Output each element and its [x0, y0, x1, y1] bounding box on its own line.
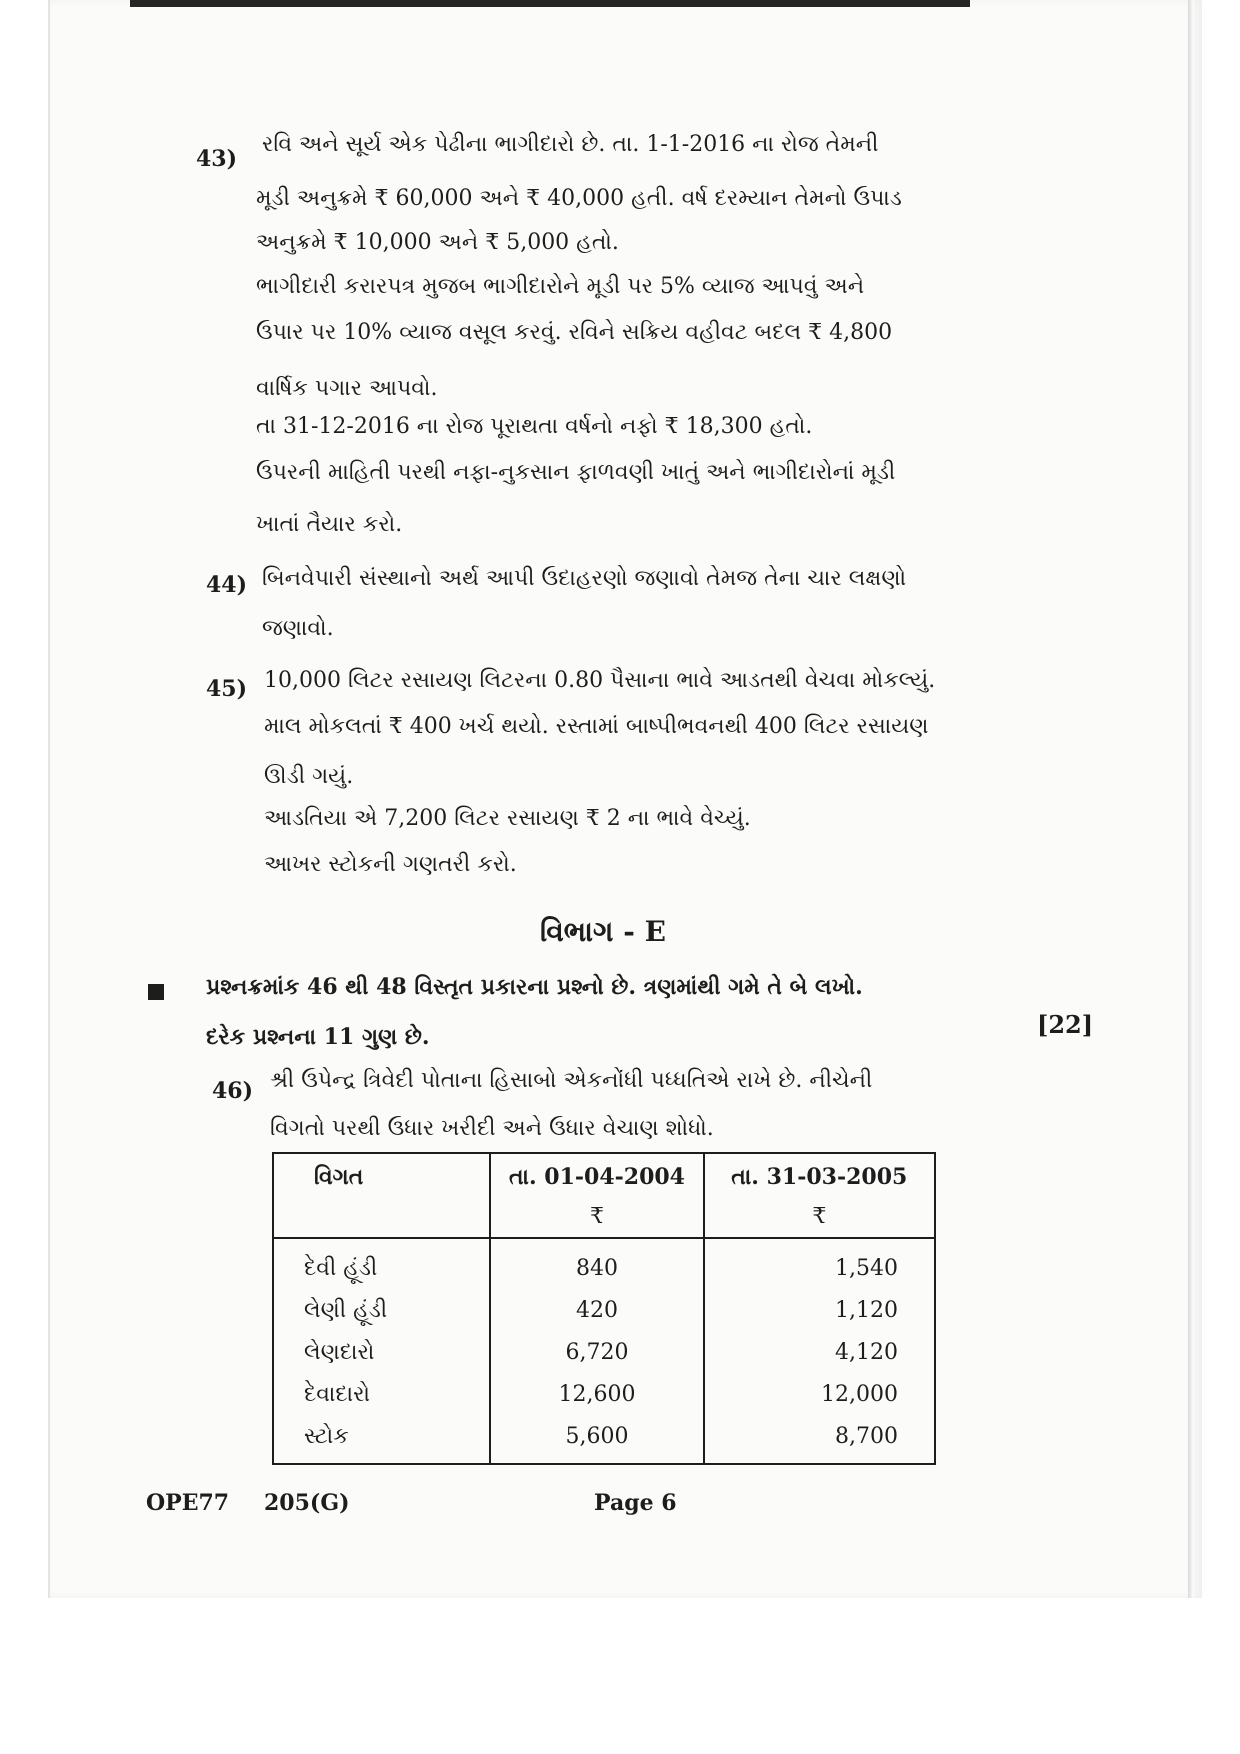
rupee-symbol: ₹	[589, 1204, 604, 1229]
question-number: 43)	[196, 146, 238, 172]
q46-line: શ્રી ઉપેન્દ્ર ત્રિવેદી પોતાના હિસાબો એકનોંધી પધ્ધતિએ રાખે છે. નીચેની	[270, 1068, 873, 1093]
rupee-symbol: ₹	[812, 1204, 827, 1229]
table-row	[273, 1415, 935, 1464]
q43-line: ભાગીદારી કરારપત્ર મુજબ ભાગીદારોને મૂડી પર 5% વ્યાજ આપવું અને	[256, 274, 865, 299]
value-cell: 5,600	[490, 1415, 703, 1464]
q43-line: મૂડી અનુક્રમે ₹ 60,000 અને ₹ 40,000 હતી. વર્ષ દરમ્યાન તેમનો ઉપાડ	[256, 186, 902, 211]
q46-line: વિગતો પરથી ઉધાર ખરીદી અને ઉધાર વેચાણ શોધો.	[270, 1116, 714, 1141]
question-number: 46)	[212, 1078, 254, 1104]
q44-line: બિનવેપારી સંસ્થાનો અર્થ આપી ઉદાહરણો જણાવો તેમજ તેના ચાર લક્ષણો	[262, 566, 907, 591]
section-title: વિભાગ - E	[540, 915, 666, 948]
square-bullet-icon	[148, 984, 164, 1000]
row-label: દેવી હૂંડી	[273, 1238, 490, 1289]
value-cell: 840	[490, 1238, 703, 1289]
q43-line: તા 31-12-2016 ના રોજ પૂરાથતા વર્ષનો નફો ₹ 18,300 હતો.	[256, 414, 813, 439]
value-cell: 12,000	[704, 1373, 935, 1415]
value-cell: 420	[490, 1289, 703, 1331]
table-row	[273, 1331, 935, 1373]
scan-right-edge	[1188, 0, 1194, 1598]
value-cell: 12,600	[490, 1373, 703, 1415]
q45-line: ઊડી ગયું.	[264, 764, 354, 789]
q43-line: વાર્ષિક પગાર આપવો.	[256, 376, 438, 401]
table-row	[273, 1289, 935, 1331]
q43-line: ખાતાં તૈયાર કરો.	[256, 512, 403, 537]
table-header-row	[273, 1153, 935, 1238]
row-label: દેવાદારો	[273, 1373, 490, 1415]
footer-code: OPE77	[146, 1490, 230, 1516]
row-label: લેણી હૂંડી	[273, 1289, 490, 1331]
scan-top-edge	[130, 0, 970, 7]
q43-line: રવિ અને સૂર્ય એક પેઢીના ભાગીદારો છે. તા. 1-1-2016 ના રોજ તેમની	[262, 132, 879, 157]
value-cell: 6,720	[490, 1331, 703, 1373]
value-cell: 4,120	[704, 1331, 935, 1373]
table-row	[273, 1238, 935, 1289]
page-number: Page 6	[594, 1490, 677, 1516]
section-instruction: દરેક પ્રશ્નના 11 ગુણ છે.	[206, 1024, 430, 1050]
column-header: વિગત	[273, 1153, 490, 1238]
q45-line: 10,000 લિટર રસાયણ લિટરના 0.80 પૈસાના ભાવે આડતથી વેચવા મોકલ્યું.	[264, 668, 936, 693]
q45-line: આખર સ્ટોકની ગણતરી કરો.	[264, 852, 517, 877]
q45-line: માલ મોકલતાં ₹ 400 ખર્ચ થયો. રસ્તામાં બાષ્પીભવનથી 400 લિટર રસાયણ	[264, 714, 929, 739]
q43-line: અનુક્રમે ₹ 10,000 અને ₹ 5,000 હતો.	[256, 230, 619, 255]
column-header: તા. 31-03-2005 ₹	[704, 1153, 935, 1238]
value-cell: 1,540	[704, 1238, 935, 1289]
footer-paper: 205(G)	[264, 1490, 350, 1516]
question-number: 45)	[206, 676, 248, 702]
q45-line: આડતિયા એ 7,200 લિટર રસાયણ ₹ 2 ના ભાવે વેચ્યું.	[264, 806, 751, 831]
q43-line: ઉપાર પર 10% વ્યાજ વસૂલ કરવું. રવિને સક્રિય વહીવટ બદલ ₹ 4,800	[256, 320, 893, 345]
column-header: તા. 01-04-2004 ₹	[490, 1153, 703, 1238]
value-cell: 1,120	[704, 1289, 935, 1331]
value-cell: 8,700	[704, 1415, 935, 1464]
balance-table	[272, 1152, 936, 1465]
table-row	[273, 1373, 935, 1415]
question-number: 44)	[206, 572, 248, 598]
q44-line: જણાવો.	[262, 616, 334, 641]
section-instruction: પ્રશ્નક્રમાંક 46 થી 48 વિસ્તૃત પ્રકારના પ્રશ્નો છે. ત્રણમાંથી ગમે તે બે લખો.	[206, 974, 863, 1000]
q43-line: ઉપરની માહિતી પરથી નફા-નુકસાન ફાળવણી ખાતું અને ભાગીદારોનાં મૂડી	[256, 460, 896, 485]
section-marks: [22]	[1037, 1010, 1094, 1039]
row-label: લેણદારો	[273, 1331, 490, 1373]
row-label: સ્ટોક	[273, 1415, 490, 1464]
